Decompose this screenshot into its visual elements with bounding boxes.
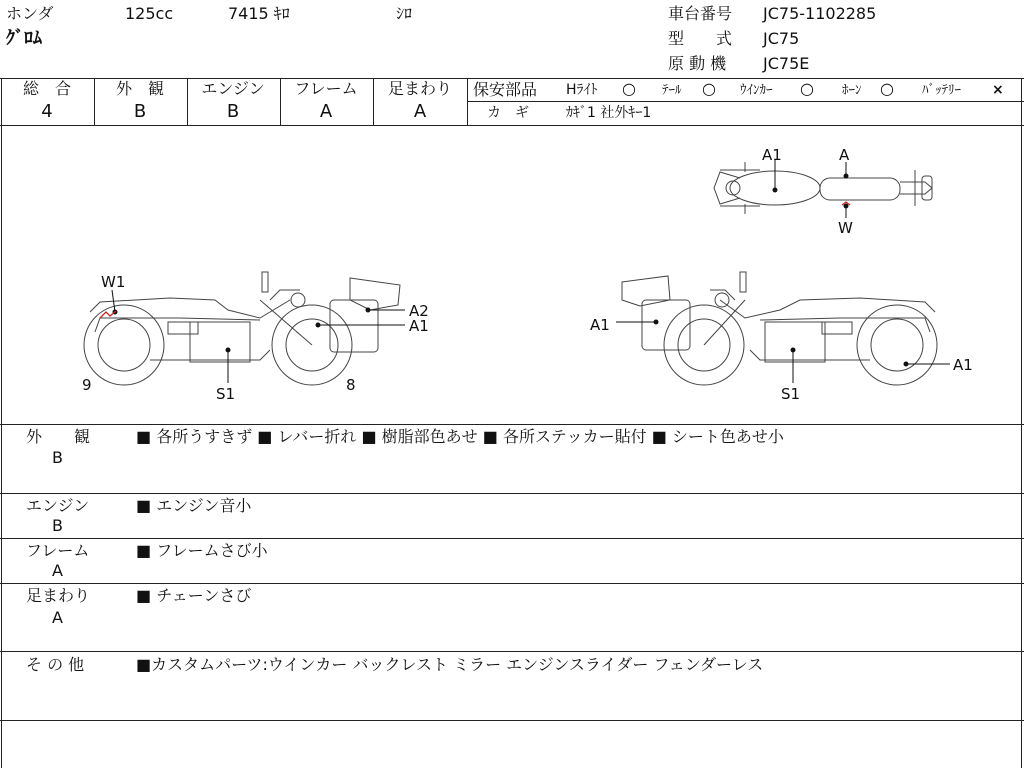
bike-top-view [714, 162, 932, 214]
diagram-label: A2 [409, 302, 429, 320]
exterior-label: 外 観 [115, 79, 165, 98]
notes-frame-text: ■ フレームさび小 [136, 541, 268, 560]
diagram-label: A1 [762, 146, 782, 164]
notes-exterior-grade: B [52, 448, 63, 467]
diagram-label: W [838, 219, 853, 237]
notes-engine-text: ■ エンジン音小 [136, 496, 252, 515]
frame-grade: A [319, 101, 333, 122]
diagram-label: A1 [409, 317, 429, 335]
model-name: ｸﾞﾛﾑ [6, 28, 42, 49]
notes-other-text: ■カスタムパーツ:ウインカー バックレスト ミラー エンジンスライダー フェンダーレス [136, 655, 764, 674]
notes-suspension-grade: A [52, 608, 63, 627]
diagram-label: A1 [590, 316, 610, 334]
notes-exterior-label: 外 観 [26, 427, 91, 446]
safety-parts-label: 保安部品 [473, 80, 538, 99]
frame-number-label: 車台番号 [668, 4, 733, 23]
diagram-label: 9 [82, 376, 92, 394]
bike-right-view [622, 272, 937, 385]
diagram-label: W1 [101, 273, 126, 291]
notes-engine-label: エンジン [26, 496, 90, 515]
engine-value: JC75E [763, 54, 810, 73]
suspension-grade: A [413, 101, 427, 122]
overall-label: 総 合 [22, 79, 72, 98]
notes-exterior-text: ■ 各所うすきず ■ レバー折れ ■ 樹脂部色あせ ■ 各所ステッカー貼付 ■ シート色あせ小 [136, 427, 784, 446]
safety-item-battery: ﾊﾞｯﾃﾘｰ [922, 83, 961, 98]
body-color: ｼﾛ [396, 4, 413, 23]
overall-grade: 4 [41, 101, 53, 122]
notes-other-label: そ の 他 [26, 655, 85, 674]
diagram-label: 8 [346, 376, 356, 394]
diagram-label: S1 [216, 385, 236, 403]
divider [0, 493, 1024, 494]
diagram-label: S1 [781, 385, 801, 403]
suspension-grade-label: 足まわり [387, 79, 453, 98]
engine-grade-label: エンジン [201, 79, 265, 98]
divider [0, 720, 1024, 721]
frame-grade-label: フレーム [294, 79, 358, 98]
notes-frame-label: フレーム [26, 541, 90, 560]
notes-frame-grade: A [52, 561, 63, 580]
safety-item-horn: ﾎｰﾝ [842, 83, 862, 98]
divider [0, 583, 1024, 584]
safety-mark-battery: × [992, 82, 1004, 98]
notes-suspension-text: ■ チェーンさび [136, 586, 252, 605]
safety-item-tail: ﾃｰﾙ [662, 83, 682, 98]
safety-item-headlight: Hﾗｲﾄ [566, 82, 598, 98]
displacement: 125cc [125, 4, 174, 23]
exterior-grade: B [133, 101, 147, 122]
damage-marks [100, 202, 850, 318]
diagram-label: A1 [953, 356, 973, 374]
safety-mark-headlight: ○ [622, 79, 636, 98]
safety-mark-horn: ○ [880, 79, 894, 98]
safety-mark-winker: ○ [800, 79, 814, 98]
type-label: 型 式 [668, 29, 733, 48]
bike-left-view [84, 272, 400, 385]
divider [0, 538, 1024, 539]
safety-mark-tail: ○ [702, 79, 716, 98]
divider [0, 651, 1024, 652]
notes-engine-grade: B [52, 516, 63, 535]
frame-number: JC75-1102285 [763, 4, 877, 23]
key-label: カ ギ [487, 105, 529, 121]
engine-label: 原 動 機 [668, 54, 727, 73]
mileage: 7415 ｷﾛ [228, 4, 290, 23]
diagram-label: A [839, 146, 850, 164]
engine-grade: B [226, 101, 240, 122]
notes-suspension-label: 足まわり [26, 586, 91, 605]
type-value: JC75 [763, 29, 800, 48]
key-value: ｶｷﾞ1 社外ｷｰ1 [566, 105, 652, 121]
maker-name: ホンダ [6, 4, 54, 23]
safety-item-winker: ｳｲﾝｶｰ [740, 83, 773, 98]
